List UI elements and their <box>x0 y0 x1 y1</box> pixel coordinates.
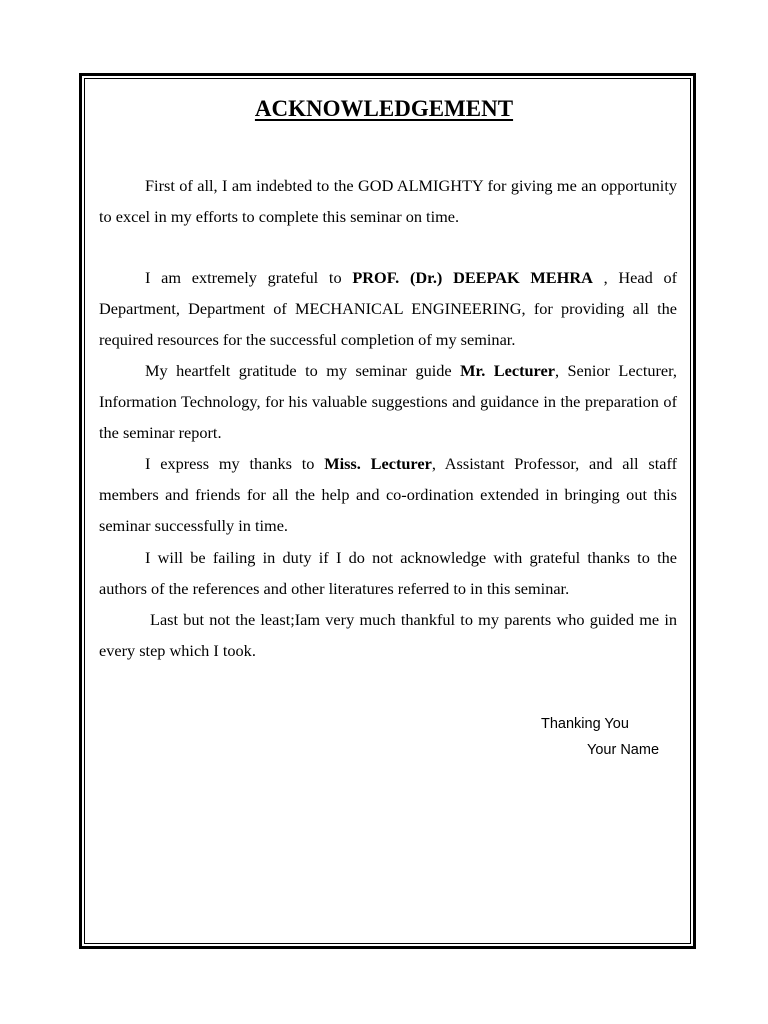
guide-name: Mr. Lecturer <box>460 361 555 380</box>
paragraph-text: Last but not the least;Iam very much thankful to my parents who guided me in every step which I took. <box>99 610 677 660</box>
hod-name: PROF. (Dr.) DEEPAK MEHRA <box>352 268 593 287</box>
paragraph-text: I express my thanks to <box>145 454 325 473</box>
paragraph-text: I will be failing in duty if I do not acknowledge with grateful thanks to the authors of the references and other literatures referred to in this seminar. <box>99 548 677 598</box>
paragraph-references <box>99 542 677 604</box>
paragraph-text: , Assistant Professor, and all staff members and friends for all the help and co-ordination extended in bringing out this seminar successfully in time. <box>99 454 677 535</box>
paragraph-guide <box>99 355 677 448</box>
closing-name: Your Name <box>587 742 660 758</box>
paragraph-text: , Head of Department, Department of MECHANICAL ENGINEERING, for providing all the required resources for the successful completion of my seminar. <box>99 268 678 349</box>
paragraph-text: My heartfelt gratitude to my seminar guide <box>145 361 461 380</box>
paragraph-text: First of all, I am indebted to the GOD ALMIGHTY for giving me an opportunity to excel in my efforts to complete this seminar on time. <box>99 176 677 226</box>
paragraph-hod <box>99 262 677 355</box>
closing-thanks: Thanking You <box>541 716 629 732</box>
paragraph-text: I am extremely grateful to <box>145 268 353 287</box>
page-title: ACKNOWLEDGEMENT <box>254 96 514 121</box>
paragraph-text: , Senior Lecturer, Information Technology, for his valuable suggestions and guidance in the preparation of the seminar report. <box>99 361 677 442</box>
paragraph-parents <box>99 604 677 666</box>
paragraph-intro <box>99 170 677 232</box>
assistant-professor-name: Miss. Lecturer <box>324 454 432 473</box>
paragraph-staff <box>99 448 677 541</box>
